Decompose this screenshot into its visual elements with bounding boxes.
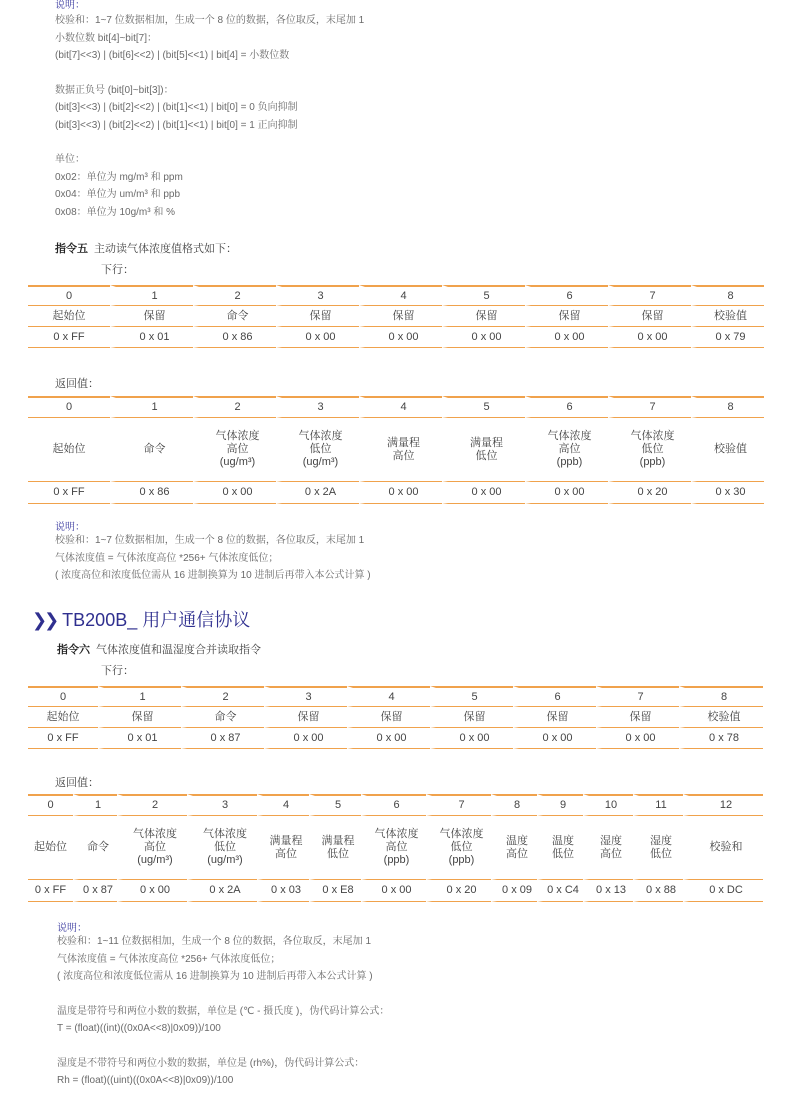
- table-cell: 命令: [181, 707, 264, 728]
- table-cell: 温度 低位: [537, 816, 583, 880]
- table-cell: 起始位: [28, 306, 110, 327]
- header-cell: 3: [187, 794, 257, 816]
- header-cell: 2: [193, 396, 276, 418]
- header-cell: 1: [73, 794, 117, 816]
- note-line: 数据正负号 (bit[0]~bit[3])：: [55, 84, 174, 96]
- table-cell: 校验值: [679, 707, 763, 728]
- header-cell: 8: [691, 285, 764, 306]
- table-row: [28, 707, 763, 728]
- note-line: 气体浓度值 = 气体浓度高位 *256+ 气体浓度低位；: [57, 953, 281, 965]
- table-cell: 0 x 00: [276, 327, 359, 348]
- header-cell: 5: [442, 396, 525, 418]
- note-title: 说明：: [55, 522, 85, 533]
- note-line: (bit[7]<<3) | (bit[6]<<2) | (bit[5]<<1) | bit[4] = 小数位数: [55, 50, 290, 61]
- table-cell: 气体浓度 低位 (ppb): [426, 816, 491, 880]
- note-line: (bit[3]<<3) | (bit[2]<<2) | (bit[1]<<1) | bit[0] = 0 负向抑制: [55, 102, 298, 113]
- header-cell: 3: [264, 686, 347, 707]
- cmd5-return-table: [28, 396, 764, 504]
- note-line: 单位：: [55, 154, 85, 165]
- table-cell: 0 x 00: [193, 482, 276, 504]
- table-header-row: [28, 396, 764, 418]
- header-cell: 6: [525, 285, 608, 306]
- header-cell: 0: [28, 396, 110, 418]
- down-label: 下行：: [101, 665, 134, 677]
- table-cell: 满量程 低位: [442, 418, 525, 482]
- table-cell: 0 x 00: [359, 482, 442, 504]
- header-cell: 9: [537, 794, 583, 816]
- table-cell: 0 x 00: [525, 327, 608, 348]
- cmd6-down-table: [28, 686, 763, 749]
- table-cell: 0 x 20: [608, 482, 691, 504]
- table-cell: 保留: [608, 306, 691, 327]
- note-title: 说明：: [57, 923, 87, 934]
- header-cell: 11: [633, 794, 683, 816]
- table-cell: 0 x 09: [491, 880, 537, 902]
- table-cell: 湿度 低位: [633, 816, 683, 880]
- table-cell: 0 x 13: [583, 880, 633, 902]
- header-cell: 2: [181, 686, 264, 707]
- table-cell: 0 x 01: [110, 327, 193, 348]
- header-cell: 3: [276, 396, 359, 418]
- note-line: (bit[3]<<3) | (bit[2]<<2) | (bit[1]<<1) | bit[0] = 1 正向抑制: [55, 119, 298, 131]
- header-cell: 8: [691, 396, 764, 418]
- note-line: 校验和：1~7 位数据相加，生成一个 8 位的数据，各位取反，末尾加 1: [55, 535, 365, 546]
- table-cell: 气体浓度 高位 (ppb): [525, 418, 608, 482]
- table-cell: 0 x 00: [264, 728, 347, 749]
- note-line: 0x02：单位为 mg/m³ 和 ppm: [55, 171, 183, 183]
- table-cell: 0 x 86: [193, 327, 276, 348]
- table-cell: 保留: [110, 306, 193, 327]
- note-line: ( 浓度高位和浓度低位需从 16 进制换算为 10 进制后再带入本公式计算 ): [55, 570, 371, 581]
- table-row: [28, 728, 763, 749]
- table-cell: 气体浓度 高位 (ppb): [361, 816, 426, 880]
- header-cell: 7: [608, 285, 691, 306]
- table-cell: 0 x FF: [28, 728, 98, 749]
- header-cell: 6: [513, 686, 596, 707]
- header-cell: 10: [583, 794, 633, 816]
- header-cell: 6: [525, 396, 608, 418]
- table-cell: 保留: [276, 306, 359, 327]
- header-cell: 4: [347, 686, 430, 707]
- table-cell: 温度 高位: [491, 816, 537, 880]
- note-line: ( 浓度高位和浓度低位需从 16 进制换算为 10 进制后再带入本公式计算 ): [57, 971, 373, 982]
- note-line: 小数位数 bit[4]~bit[7]：: [55, 32, 157, 44]
- section-title-text: TB200B_ 用户通信协议: [62, 610, 251, 630]
- header-cell: 0: [28, 285, 110, 306]
- header-cell: 8: [491, 794, 537, 816]
- table-cell: 0 x 88: [633, 880, 683, 902]
- table-cell: 命令: [193, 306, 276, 327]
- command-heading: [57, 641, 261, 657]
- note-line: 校验和：1~11 位数据相加，生成一个 8 位的数据，各位取反，末尾加 1: [57, 936, 372, 947]
- table-cell: 校验值: [691, 418, 764, 482]
- note-block: [55, 532, 371, 585]
- table-cell: 满量程 高位: [359, 418, 442, 482]
- table-cell: 起始位: [28, 707, 98, 728]
- header-cell: 0: [28, 794, 73, 816]
- table-cell: 命令: [110, 418, 193, 482]
- note-line: 湿度是不带符号和两位小数的数据，单位是 (rh%)，伪代码计算公式：: [57, 1057, 365, 1069]
- note-block: [55, 12, 364, 221]
- table-cell: 0 x 00: [442, 482, 525, 504]
- table-cell: 0 x 00: [117, 880, 187, 902]
- note-line: 校验和：1~7 位数据相加，生成一个 8 位的数据，各位取反，末尾加 1: [55, 15, 365, 26]
- header-cell: 3: [276, 285, 359, 306]
- table-cell: 校验和: [683, 816, 763, 880]
- table-cell: 0 x 2A: [187, 880, 257, 902]
- table-row: [28, 418, 764, 482]
- table-cell: 保留: [513, 707, 596, 728]
- table-cell: 气体浓度 高位 (ug/m³): [117, 816, 187, 880]
- table-cell: 0 x FF: [28, 482, 110, 504]
- table-cell: 0 x DC: [683, 880, 763, 902]
- table-cell: 保留: [525, 306, 608, 327]
- command-title: 气体浓度值和温湿度合并读取指令: [96, 644, 261, 656]
- table-cell: 气体浓度 高位 (ug/m³): [193, 418, 276, 482]
- header-cell: 8: [679, 686, 763, 707]
- down-label: 下行：: [101, 264, 134, 276]
- table-cell: 0 x FF: [28, 327, 110, 348]
- header-cell: 1: [98, 686, 181, 707]
- command-title: 主动读气体浓度值格式如下：: [94, 243, 237, 255]
- header-cell: 12: [683, 794, 763, 816]
- table-cell: 保留: [264, 707, 347, 728]
- table-cell: 0 x 00: [608, 327, 691, 348]
- table-cell: 0 x 00: [430, 728, 513, 749]
- command-heading: [55, 240, 237, 256]
- header-cell: 0: [28, 686, 98, 707]
- table-cell: 保留: [359, 306, 442, 327]
- table-cell: 0 x 2A: [276, 482, 359, 504]
- table-cell: 湿度 高位: [583, 816, 633, 880]
- table-cell: 起始位: [28, 418, 110, 482]
- note-line: Rh = (float)((uint)((0x0A<<8)|0x09))/100: [57, 1075, 234, 1086]
- note-line: T = (float)((int)((0x0A<<8)|0x09))/100: [57, 1023, 221, 1034]
- header-cell: 4: [359, 285, 442, 306]
- header-cell: 1: [110, 285, 193, 306]
- table-row: [28, 482, 764, 504]
- table-cell: 0 x 00: [513, 728, 596, 749]
- section-title: [32, 606, 250, 632]
- table-cell: 0 x 30: [691, 482, 764, 504]
- table-cell: 0 x 87: [181, 728, 264, 749]
- table-row: [28, 816, 763, 880]
- header-cell: 5: [430, 686, 513, 707]
- header-cell: 4: [359, 396, 442, 418]
- double-chevron-icon: ❯❯: [32, 610, 57, 630]
- header-cell: 5: [309, 794, 361, 816]
- header-cell: 2: [193, 285, 276, 306]
- table-cell: 气体浓度 低位 (ppb): [608, 418, 691, 482]
- table-cell: 保留: [347, 707, 430, 728]
- table-cell: 0 x 00: [347, 728, 430, 749]
- header-cell: 7: [426, 794, 491, 816]
- table-cell: 0 x 00: [525, 482, 608, 504]
- command-label: 指令六: [57, 644, 90, 656]
- table-cell: 满量程 低位: [309, 816, 361, 880]
- header-cell: 7: [608, 396, 691, 418]
- note-title: 说明：: [55, 0, 85, 11]
- table-cell: 保留: [442, 306, 525, 327]
- table-cell: 0 x 00: [442, 327, 525, 348]
- header-cell: 2: [117, 794, 187, 816]
- table-cell: 0 x 79: [691, 327, 764, 348]
- table-cell: 0 x 00: [359, 327, 442, 348]
- command-label: 指令五: [55, 243, 88, 255]
- table-header-row: [28, 686, 763, 707]
- table-cell: 保留: [98, 707, 181, 728]
- table-cell: 0 x 00: [361, 880, 426, 902]
- header-cell: 1: [110, 396, 193, 418]
- table-cell: 命令: [73, 816, 117, 880]
- table-row: [28, 327, 764, 348]
- table-header-row: [28, 794, 763, 816]
- table-row: [28, 306, 764, 327]
- table-cell: 0 x 78: [679, 728, 763, 749]
- note-block: [57, 933, 389, 1090]
- table-cell: 起始位: [28, 816, 73, 880]
- table-cell: 0 x 86: [110, 482, 193, 504]
- table-cell: 满量程 高位: [257, 816, 309, 880]
- cmd6-return-table: [28, 794, 763, 902]
- table-cell: 0 x 00: [596, 728, 679, 749]
- table-row: [28, 880, 763, 902]
- table-cell: 校验值: [691, 306, 764, 327]
- header-cell: 5: [442, 285, 525, 306]
- return-label: 返回值：: [55, 378, 99, 390]
- header-cell: 4: [257, 794, 309, 816]
- header-cell: 7: [596, 686, 679, 707]
- cmd5-down-table: [28, 285, 764, 348]
- table-cell: 气体浓度 低位 (ug/m³): [187, 816, 257, 880]
- table-cell: 0 x 03: [257, 880, 309, 902]
- table-cell: 气体浓度 低位 (ug/m³): [276, 418, 359, 482]
- header-cell: 6: [361, 794, 426, 816]
- table-cell: 0 x E8: [309, 880, 361, 902]
- table-header-row: [28, 285, 764, 306]
- note-line: 气体浓度值 = 气体浓度高位 *256+ 气体浓度低位；: [55, 552, 279, 564]
- table-cell: 保留: [596, 707, 679, 728]
- note-line: 0x04：单位为 um/m³ 和 ppb: [55, 189, 181, 200]
- table-cell: 0 x C4: [537, 880, 583, 902]
- table-cell: 0 x 20: [426, 880, 491, 902]
- table-cell: 0 x 87: [73, 880, 117, 902]
- note-line: 温度是带符号和两位小数的数据，单位是 (℃ - 摄氏度 )，伪代码计算公式：: [57, 1005, 390, 1017]
- return-label: 返回值：: [55, 777, 99, 789]
- table-cell: 0 x FF: [28, 880, 73, 902]
- table-cell: 0 x 01: [98, 728, 181, 749]
- note-line: 0x08：单位为 10g/m³ 和 %: [55, 206, 176, 218]
- table-cell: 保留: [430, 707, 513, 728]
